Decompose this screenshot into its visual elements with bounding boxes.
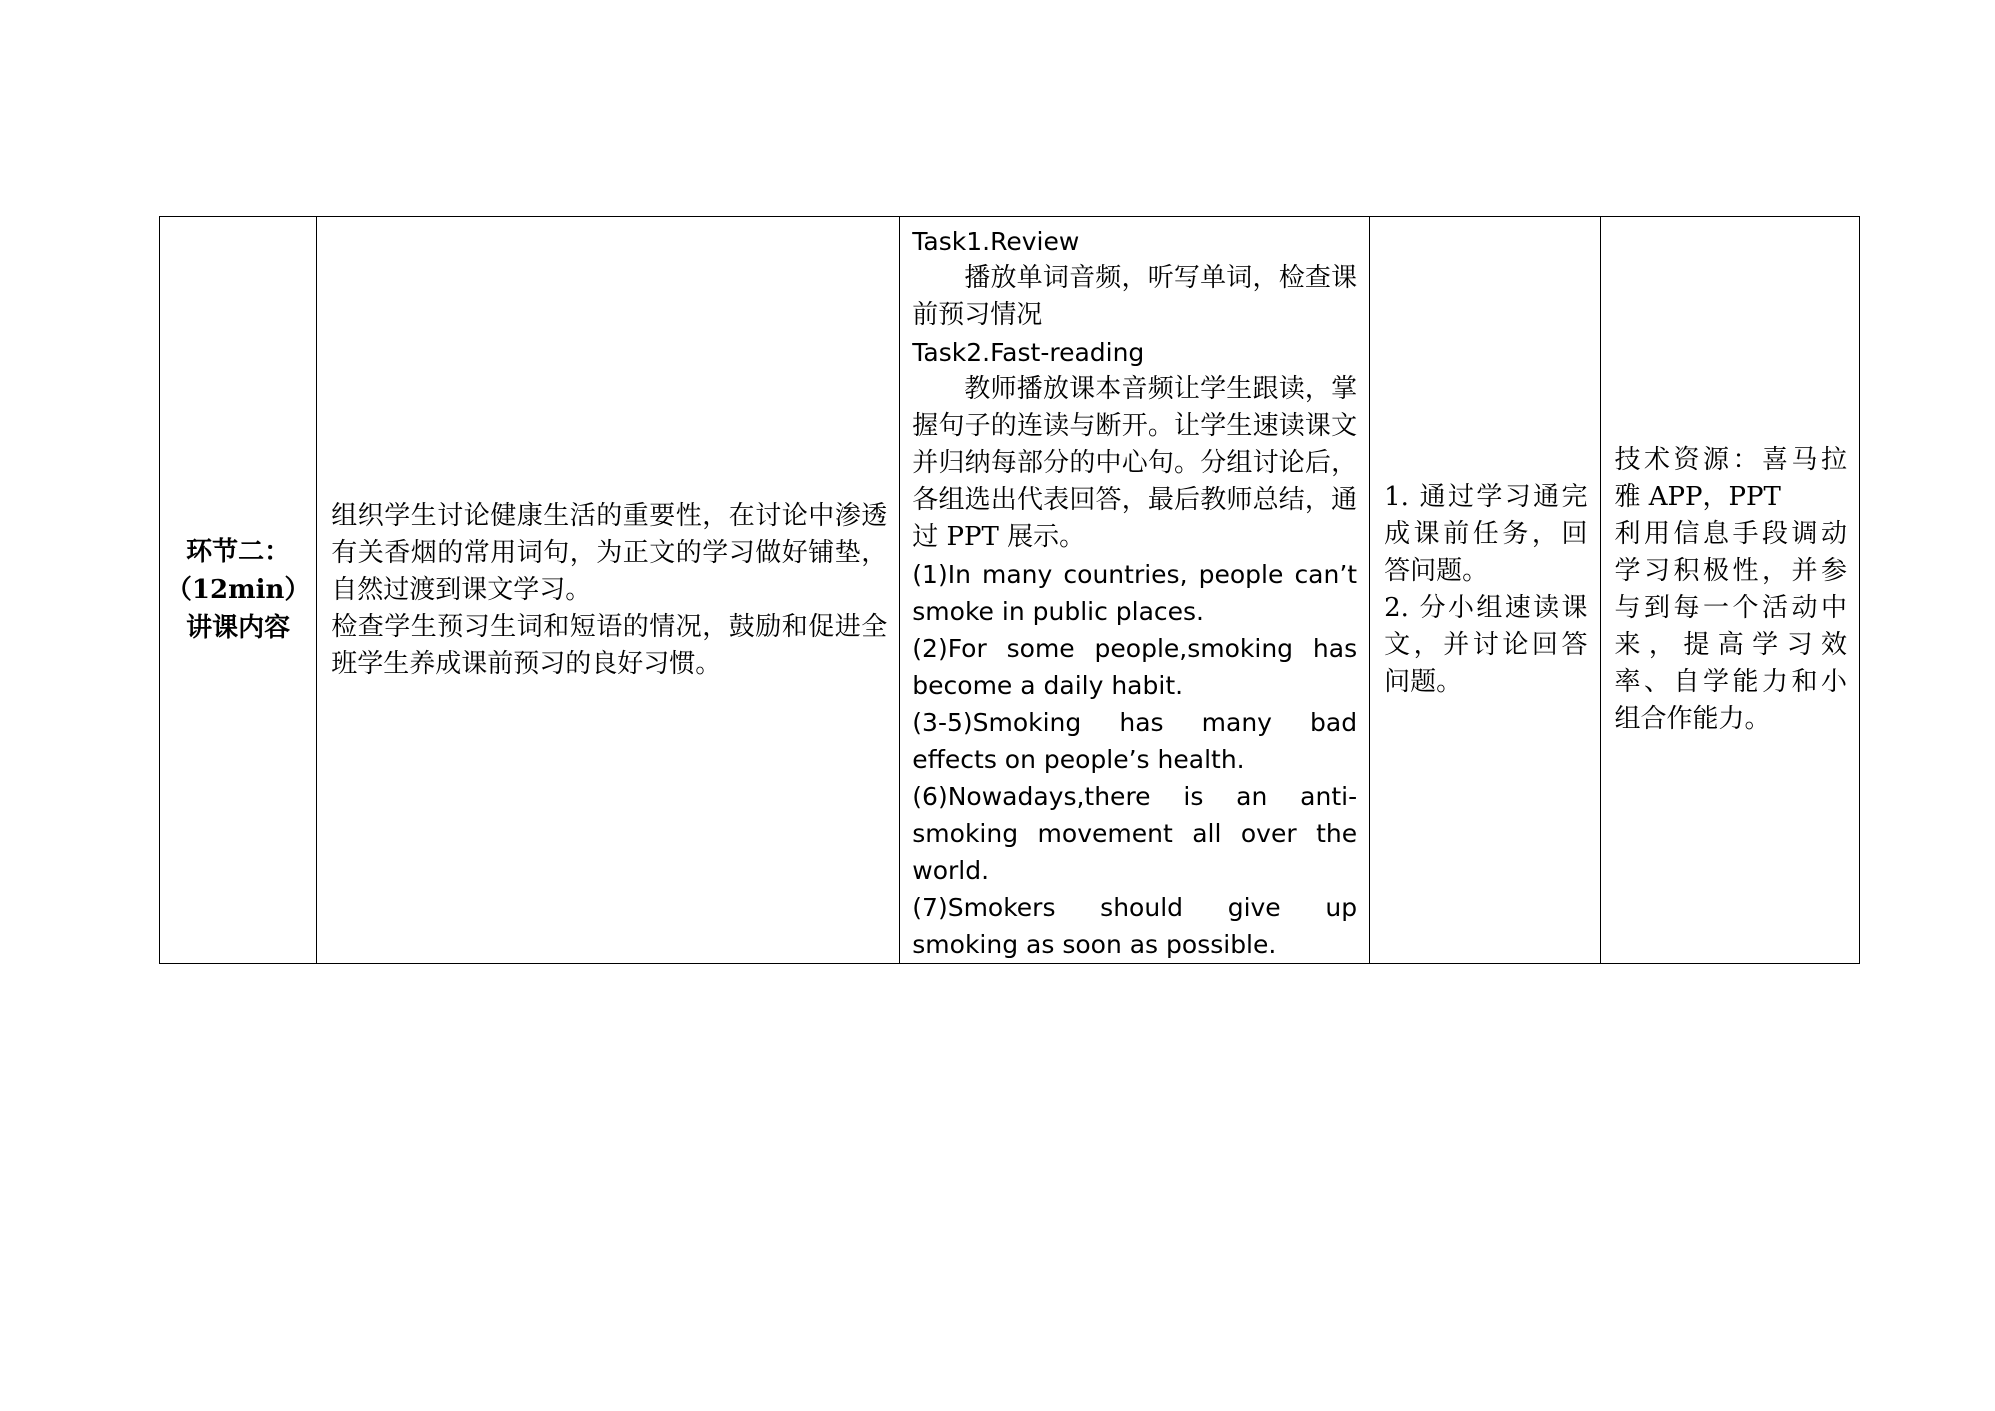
topic-sentence-4: (6)Nowadays,there is an anti-smoking movement all over the world.: [912, 782, 1358, 885]
design-intent-paragraph-1: 组织学生讨论健康生活的重要性，在讨论中渗透有关香烟的常用词句，为正文的学习做好铺垫，自然过渡到课文学习。: [331, 500, 888, 605]
student-activity-cell: [1370, 217, 1600, 964]
student-activity-2: 2. 分小组速读课文，并讨论回答问题。: [1384, 593, 1588, 697]
task2-title: Task2.Fast-reading: [912, 338, 1145, 367]
teacher-activity-cell: [900, 217, 1370, 964]
task2-description: 教师播放课本音频让学生跟读，掌握句子的连读与断开。让学生速读课文并归纳每部分的中心句。分组讨论后，各组选出代表回答，最后教师总结，通过 PPT 展示。: [912, 374, 1358, 552]
resource-purpose-text: 利用信息手段调动学习积极性，并参与到每一个活动中来，提高学习效率、自学能力和小组合作能力。: [1614, 519, 1847, 734]
student-activity-1: 1. 通过学习通完成课前任务，回答问题。: [1384, 482, 1588, 586]
stage-content-label: 讲课内容: [186, 613, 291, 643]
stage-duration: （12min）: [165, 575, 311, 605]
topic-sentence-3: (3-5)Smoking has many bad effects on people’s health.: [912, 708, 1358, 774]
resource-cell: [1600, 217, 1859, 964]
stage-label: 环节二：: [186, 537, 291, 567]
topic-sentence-2: (2)For some people,smoking has become a daily habit.: [912, 634, 1358, 700]
stage-cell: [160, 217, 317, 964]
tech-resource-text: 技术资源：喜马拉雅 APP，PPT: [1614, 445, 1847, 512]
table-row: [160, 217, 1860, 964]
task1-title: Task1.Review: [912, 227, 1080, 256]
design-intent-cell: [317, 217, 900, 964]
task1-description: 播放单词音频，听写单词，检查课前预习情况: [912, 263, 1358, 330]
design-intent-paragraph-2: 检查学生预习生词和短语的情况，鼓励和促进全班学生养成课前预习的良好习惯。: [331, 611, 888, 679]
topic-sentence-5: (7)Smokers should give up smoking as soon as possible.: [912, 893, 1358, 959]
topic-sentence-1: (1)In many countries, people can’t smoke in public places.: [912, 560, 1358, 626]
lesson-plan-table: [159, 216, 1860, 964]
